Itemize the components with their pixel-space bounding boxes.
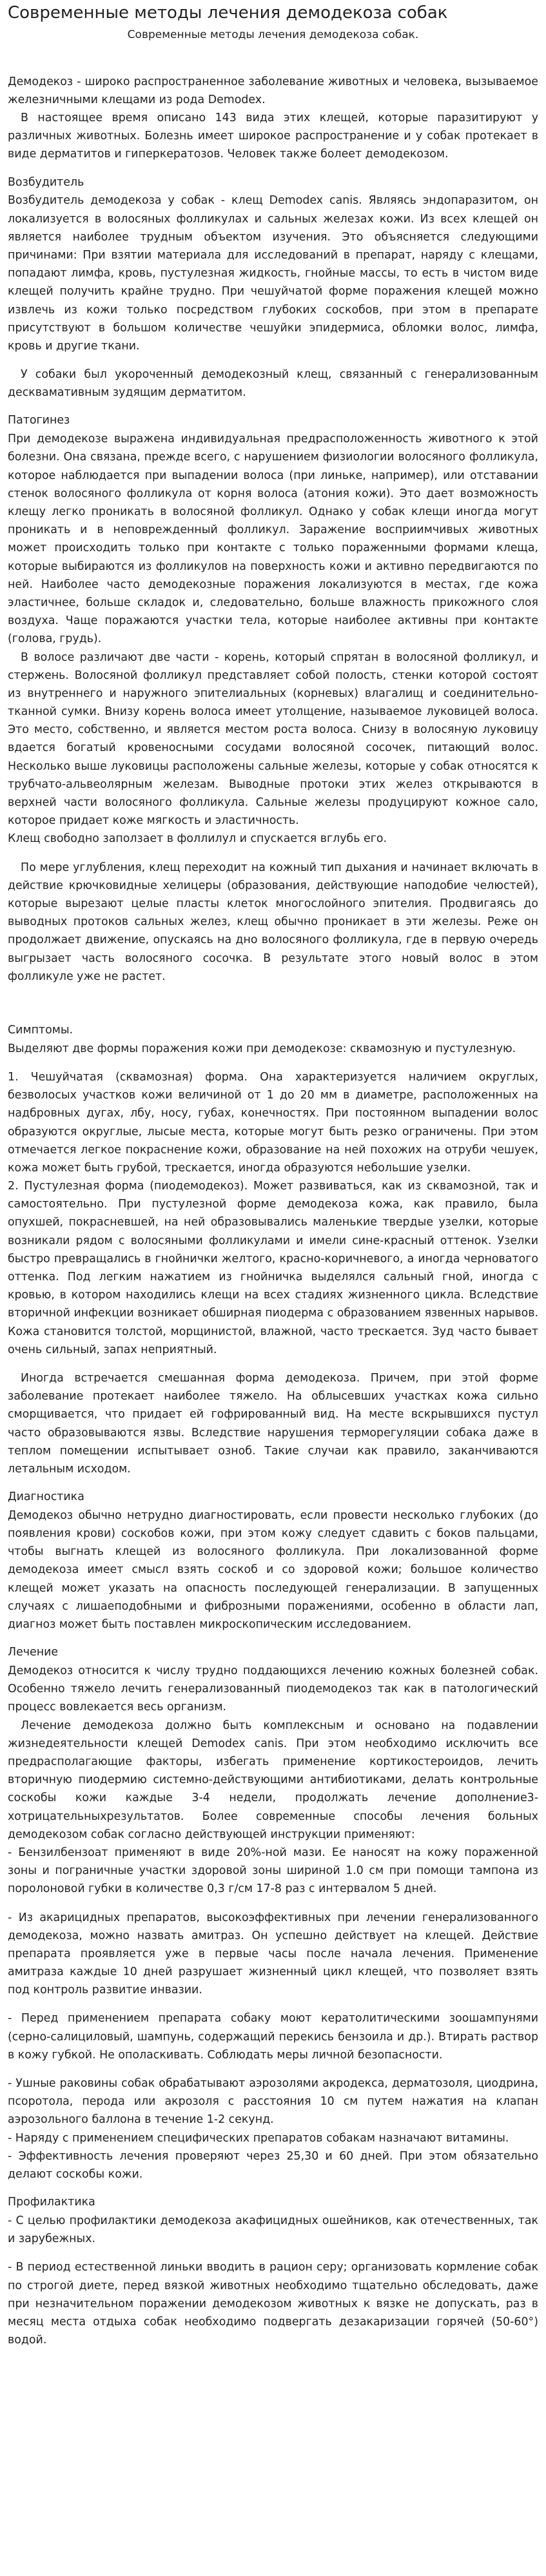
pathogenesis-paragraph-3: Клещ свободно заползает в фоллилул и спускается вглубь его. — [8, 832, 387, 846]
prevention-paragraph-1: - С целью профилактики демодекоза акафицидных ошейников, как отечественных, так и зарубежных. — [8, 2214, 538, 2246]
symptoms-paragraph-2: 1. Чешуйчатая (сквамозная) форма. Она характеризуется наличием округлых, безволосых участков кожи величиной от 1 до 20 мм в диаметре, расположенных на надбровных дугах, лбу, носу, губах, конечностях. При постоянном выпадении волос образуются округлые, лысые места, которые могут быть резко ограничены. При этом отмечается легкое покраснение кожи, образование на ней похожих на отруби чешуек, кожа может быть грубой, трескается, иногда образуются небольшие узелки. — [8, 1070, 538, 1175]
page-subtitle: Современные методы лечения демодекоза собак. — [127, 28, 419, 41]
diagnosis-paragraph-1: Демодекоз обычно нетрудно диагностировать, если провести несколько глубоких (до появления крови) соскобов кожи, при этом кожу следует сдавить с боков пальцами, чтобы выгнать клещей из волосяного фолликула. При локализованной форме демодекоза имеет смысл взять соскоб и со здоровой кожи; большое количество клещей может указать на опасность последующей генерализации. В запущенных случаях с лишаеподобными и фиброзными поражениями, особенно в области лап, диагноз может быть поставлен микроскопическим исследованием. — [8, 1508, 538, 1632]
pathogenesis-paragraph-4: По мере углубления, клещ переходит на кожный тип дыхания и начинает включать в действие крючковидные хелицеры (образования, действующие наподобие челюстей), которые вырезают целые пласты клеток многослойного эпителия. Продвигаясь до выводных протоков сальных желез, клещ обычно проникает в эти железы. Реже он продолжает движение, опускаясь на дно волосяного фолликула, где в первую очередь выгрызает часть волосяного сосочка. В результате этого новый волос в этом фолликуле уже не растет. — [8, 861, 538, 983]
section-heading-prevention: Профилактика — [8, 2196, 95, 2209]
symptoms-paragraph-4: Иногда встречается смешанная форма демодекоза. Причем, при этой форме заболевание протекает наиболее тяжело. На облысевших участках кожа сильно сморщивается, что придает ей гофрированный вид. На месте вскрывшихся пустул часто образовываются язвы. Вследствие нарушения терморегуляции собака даже в теплом помещении испытывает озноб. Такие случаи как правило, заканчиваются летальным исходом. — [8, 1371, 538, 1476]
treatment-paragraph-1: Демодекоз относится к числу трудно поддающихся лечению кожных болезней собак. Особенно тяжело лечить генерализованный пиодемодекоз так как в патологический процесс вовлекается весь организм. — [8, 1664, 538, 1714]
treatment-paragraph-8: - Эффективность лечения проверяют через 25,30 и 60 дней. При этом обязательно делают соскобы кожи. — [8, 2149, 538, 2181]
page-title: Современные методы лечения демодекоза собак — [8, 3, 448, 23]
intro-paragraph-1: Демодекоз - широко распространенное заболевание животных и человека, вызываемое железничными клещами из рода Demodex. — [8, 75, 538, 106]
treatment-paragraph-7: - Наряду с применением специфических препаратов собакам назначают витамины. — [8, 2131, 509, 2145]
pathogenesis-paragraph-1: При демодекозе выражена индивидуальная предрасположенность животного к этой болезни. Она связана, прежде всего, с нарушением физиологии волосяного фолликула, которое наблюдается при выпадении волоса (при линьке, например), или отставании стенок волосяного фолликула от корня волоса (атония кожи). Это дает возможность клещу легко проникать в волосяной фолликул. Однако у собак клещи иногда могут проникать и в неповрежденный фолликул. Заражение восприимчивых животных может происходить только при контакте с только пораженными формами клеща, которые выбираются из фолликулов на поверхность кожи и активно передвигаются по ней. Наиболее часто демодекозные поражения локализуются в местах, где кожа эластичнее, больше складок и, следовательно, больше влажность прикожного слоя воздуха. Чаще поражаются участки тела, которые наиболее активны при контакте (голова, грудь). — [8, 433, 538, 646]
pathogenesis-paragraph-2: В волосе различают две части - корень, который спрятан в волосяной фолликул, и стержень. Волосяной фолликул представляет собой полость, стенки которой состоят из внутреннего и наружного эпителиальных (корневых) влагалищ и соединительно-тканной сумки. Внизу корень волоса имеет утолщение, называемое луковицей волоса. Это место, собственно, и является местом роста волоса. Снизу в волосяную луковицу вдается богатый кровеносными сосудами волосяной сосочек, питающий волос. Несколько выше луковицы расположены сальные железы, которые у собак относятся к трубчато-альвеолярным железам. Выводные протоки этих желез открываются в верхней части волосяного фолликула. Сальные железы продуцируют кожное сало, которое придает коже мягкость и эластичность. — [8, 650, 538, 828]
section-heading-treatment: Лечение — [8, 1646, 59, 1659]
section-heading-symptoms: Симптомы. — [8, 1023, 73, 1037]
treatment-paragraph-4: - Из акарицидных препаратов, высокоэффективных при лечении генерализованного демодекоза, можно назвать амитраз. Он успешно действует на клещей. Действие препарата проявляется уже в первые часы после начала лечения. Применение амитраза каждые 10 дней разрушает жизненный цикл клещей, что позволяет взять под контроль развитие инвазии. — [8, 1911, 538, 1997]
prevention-paragraph-2: - В период естественной линьки вводить в рацион серу; организовать кормление собак по строгой диете, перед вязкой животных необходимо тщательно обследовать, даже при незначительном поражении демодекозом животных к вязке не допускать, раз в месяц места отдыха собак необходимо подвергать дезакаризации горячей (50-60°) водой. — [8, 2261, 538, 2347]
section-heading-pathogenesis: Патогинез — [8, 414, 70, 427]
treatment-paragraph-2: Лечение демодекоза должно быть комплексным и основано на подавлении жизнедеятельности клещей Demodex canis. При этом необходимо исключить все предрасполагающие факторы, избегать применение кортикостероидов, лечить вторичную пиодермию системно-действующими антибиотиками, делать контрольные соскобы кожи каждые 3-4 недели, продолжать лечение дополнение3-хотрицательныхрезультатов. Более современные способы лечения больных демодекозом собак согласно действующей инструкции применяют: — [8, 1719, 538, 1841]
pathogen-paragraph-1: Возбудитель демодекоза у собак - клещ Demodex canis. Являясь эндопаразитом, он локализуется в волосяных фолликулах и сальных железах кожи. Из всех клещей он является наиболее трудным объектом изучения. Это объясняется следующими причинами: При взятии материала для исследований в препарат, наряду с клещами, попадают лимфа, кровь, пустулезная жидкость, гнойные массы, то есть в чистом виде клещей получить крайне трудно. При чешуйчатой форме поражения клещей можно извлечь из кожи только посредством глубоких соскобов, при этом в препарате присутствуют в большом количестве чешуйки эпидермиса, обломки волос, лимфа, кровь и другие ткани. — [8, 194, 538, 353]
section-heading-diagnosis: Диагностика — [8, 1490, 84, 1504]
treatment-paragraph-5: - Перед применением препарата собаку моют кератолитическими зоошампунями (серно-салициловый, шампунь, содержащий перекись бензоила и др.). Втирать раствор в кожу губкой. Не ополаскивать. Соблюдать меры личной безопасности. — [8, 2012, 538, 2062]
symptoms-paragraph-3: 2. Пустулезная форма (пиодемодекоз). Может развиваться, как из сквамозной, так и самостоятельно. При пустулезной форме демодекоза кожа, как правило, была опухшей, покрасневшей, на ней образовывались маленькие твердые узелки, которые возникали рядом с волосяными фолликулами и имели сине-красный оттенок. Узелки быстро превращались в гнойнички желтого, красно-коричневого, а иногда черноватого оттенка. Под легким нажатием из гнойничка выделялся сальный гной, иногда с кровью, в котором находились клещи на всех стадиях жизненного цикла. Вследствие вторичной инфекции возникает обширная пиодерма с образованием язвенных нарывов. Кожа становится толстой, морщинистой, влажной, часто трескается. Зуд часто бывает очень сильный, запах неприятный. — [8, 1180, 538, 1356]
symptoms-paragraph-1: Выделяют две формы поражения кожи при демодекозе: сквамозную и пустулезную. — [8, 1042, 516, 1055]
pathogen-paragraph-2: У собаки был укороченный демодекозный клещ, связанный с генерализованным десквамативным зудящим дерматитом. — [8, 368, 538, 400]
section-heading-pathogen: Возбудитель — [8, 175, 84, 189]
treatment-paragraph-3: - Бензилбензоат применяют в виде 20%-ной мази. Ее наносят на кожу пораженной зоны и пограничные участки здоровой зоны шириной 1.0 см при помощи тампона из поролоновой губки в количестве 0,3 г/см 17-8 раз с интервалом 5 дней. — [8, 1846, 538, 1896]
intro-paragraph-2: В настоящее время описано 143 вида этих клещей, которые паразитируют у различных животных. Болезнь имеет широкое распространение и у собак протекает в виде дерматитов и гиперкератозов. Человек также болеет демодекозом. — [8, 111, 538, 161]
treatment-paragraph-6: - Ушные раковины собак обрабатывают аэрозолями акродекса, дерматозоля, циодрина, псоротола, перода или акрозоля с расстояния 10 см путем нажатия на клапан аэрозольного баллона в течение 1-2 секунд. — [8, 2077, 538, 2127]
